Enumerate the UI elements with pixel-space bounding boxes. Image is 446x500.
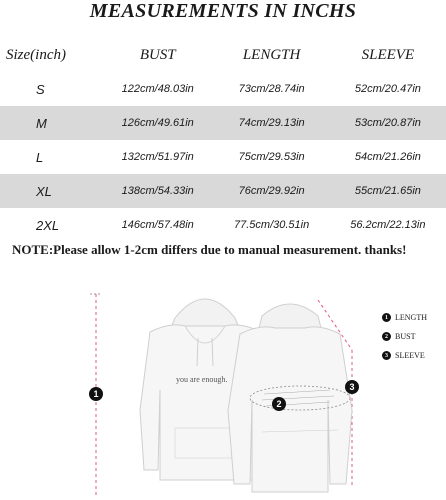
bust-cell: 122cm/48.03in <box>121 83 194 95</box>
sleeve-cell: 52cm/20.47in <box>354 83 421 95</box>
table-row <box>0 106 446 140</box>
bust-cell: 126cm/49.61in <box>102 106 214 140</box>
size-chart-table <box>0 38 446 242</box>
sleeve-cell: 54cm/21.26in <box>354 151 421 163</box>
legend-number: 3 <box>382 351 391 360</box>
table-header-row <box>0 38 446 72</box>
legend-item-sleeve <box>382 346 427 365</box>
legend-label: BUST <box>395 332 416 341</box>
legend-label: SLEEVE <box>395 351 425 360</box>
length-cell: 73cm/28.74in <box>238 83 305 95</box>
bust-cell: 138cm/54.33in <box>102 174 214 208</box>
length-cell: 76cm/29.92in <box>214 174 330 208</box>
legend-item-length <box>382 308 427 327</box>
table-row <box>0 174 446 208</box>
legend-number: 1 <box>382 313 391 322</box>
sleeve-cell: 55cm/21.65in <box>330 174 446 208</box>
bust-marker: 2 <box>272 397 286 411</box>
length-cell: 77.5cm/30.51in <box>234 219 310 231</box>
length-cell: 75cm/29.53in <box>238 151 305 163</box>
bust-cell: 132cm/51.97in <box>121 151 194 163</box>
page-title: MEASUREMENTS IN INCHS <box>89 0 357 22</box>
sleeve-cell: 53cm/20.87in <box>330 106 446 140</box>
sleeve-cell: 56.2cm/22.13in <box>350 219 426 231</box>
legend-number: 2 <box>382 332 391 341</box>
table-row <box>0 72 446 106</box>
length-cell: 74cm/29.13in <box>214 106 330 140</box>
header-bust: BUST <box>139 46 176 63</box>
size-cell: L <box>36 149 44 165</box>
hoodie-illustration <box>0 270 446 500</box>
size-cell: M <box>0 106 102 140</box>
bust-cell: 146cm/57.48in <box>121 219 194 231</box>
sleeve-marker: 3 <box>345 380 359 394</box>
size-cell: S <box>36 81 45 97</box>
header-length: LENGTH <box>242 46 301 63</box>
measurement-note: NOTE:Please allow 1-2cm differs due to manual measurement. thanks! <box>12 242 407 257</box>
table-row <box>0 208 446 242</box>
measurement-legend <box>382 308 427 365</box>
hoodie-back <box>228 304 352 492</box>
header-size: Size(inch) <box>6 46 66 63</box>
legend-label: LENGTH <box>395 313 427 322</box>
hoodie-front-text: you are enough. <box>176 375 228 384</box>
size-cell: XL <box>0 174 102 208</box>
legend-item-bust <box>382 327 427 346</box>
header-sleeve: SLEEVE <box>361 46 415 63</box>
table-row <box>0 140 446 174</box>
length-marker: 1 <box>89 387 103 401</box>
size-cell: 2XL <box>36 217 60 233</box>
